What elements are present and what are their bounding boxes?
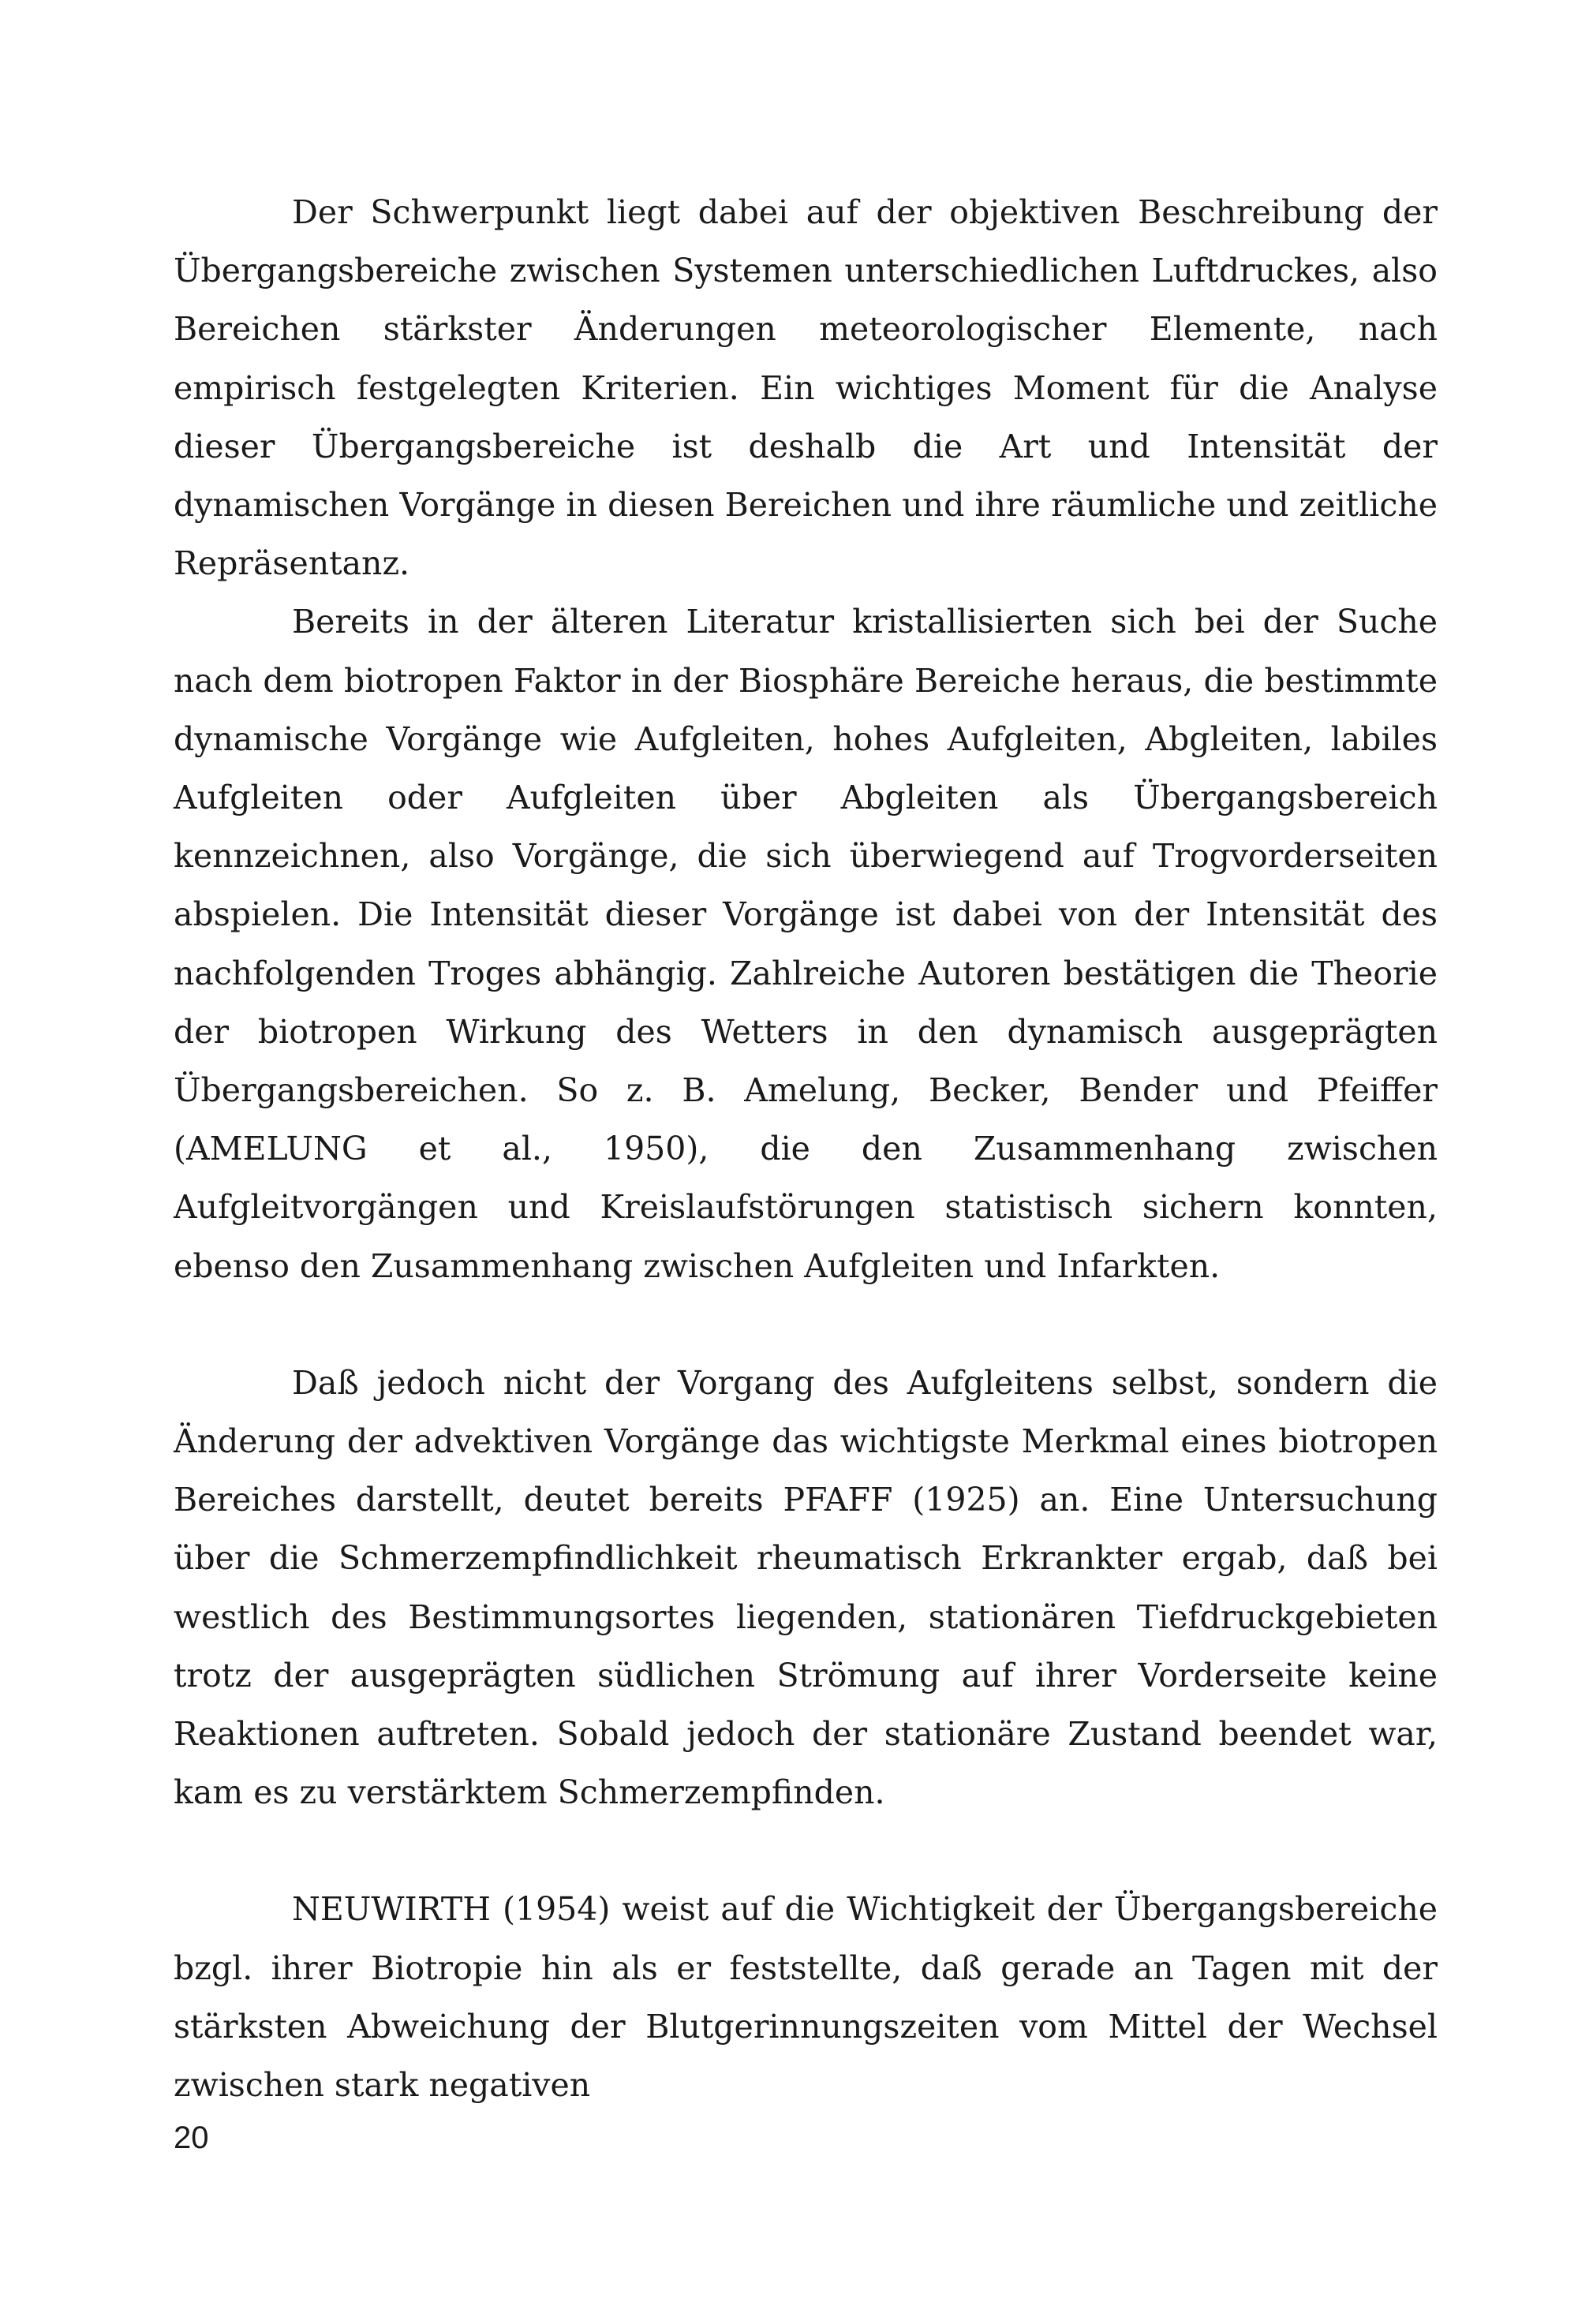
paragraph-1: Der Schwerpunkt liegt dabei auf der objektiven Beschreibung der Übergangsbereiche zwischen Systemen unterschiedlichen Luftdruckes, also Bereichen stärkster Änderungen meteorologischer Elemente, nach empirisch festgelegten Kriterien. Ein wichtiges Moment für die Analyse dieser Übergangsbereiche ist deshalb die Art und Intensität der dynamischen Vorgänge in diesen Bereichen und ihre räumliche und zeitliche Repräsentanz.: [174, 193, 1438, 583]
paragraph-3: Daß jedoch nicht der Vorgang des Aufgleitens selbst, sondern die Änderung der advektiven Vorgänge das wichtigste Merkmal eines biotropen Bereiches darstellt, deutet bereits PFAFF (1925) an. Eine Untersuchung über die Schmerzempfindlichkeit rheumatisch Erkrankter ergab, daß bei westlich des Bestimmungsortes liegenden, stationären Tiefdruckgebieten trotz der ausgeprägten südlichen Strömung auf ihrer Vorderseite keine Reaktionen auftreten. Sobald jedoch der stationäre Zustand beendet war, kam es zu verstärktem Schmerzempfinden.: [174, 1363, 1438, 1812]
body-text: [174, 183, 1438, 2114]
page-number: 20: [174, 2120, 209, 2155]
paragraph-2: Bereits in der älteren Literatur kristallisierten sich bei der Suche nach dem biotropen Faktor in der Biosphäre Bereiche heraus, die bestimmte dynamische Vorgänge wie Aufgleiten, hohes Aufgleiten, Abgleiten, labiles Aufgleiten oder Aufgleiten über Abgleiten als Übergangsbereich kennzeichnen, also Vorgänge, die sich überwiegend auf Trogvorderseiten abspielen. Die Intensität dieser Vorgänge ist dabei von der Intensität des nachfolgenden Troges abhängig. Zahlreiche Autoren bestätigen die Theorie der biotropen Wirkung des Wetters in den dynamisch ausgeprägten Übergangsbereichen. So z. B. Amelung, Becker, Bender und Pfeiffer (AMELUNG et al., 1950), die den Zusammenhang zwischen Aufgleitvorgängen und Kreislaufstörungen statistisch sichern konnten, ebenso den Zusammenhang zwischen Aufgleiten und Infarkten.: [174, 603, 1438, 1285]
paragraph-4: NEUWIRTH (1954) weist auf die Wichtigkeit der Übergangsbereiche bzgl. ihrer Biotropie hin als er feststellte, daß gerade an Tagen mit der stärksten Abweichung der Blutgerinnungszeiten vom Mittel der Wechsel zwischen stark negativen: [174, 1890, 1438, 2105]
